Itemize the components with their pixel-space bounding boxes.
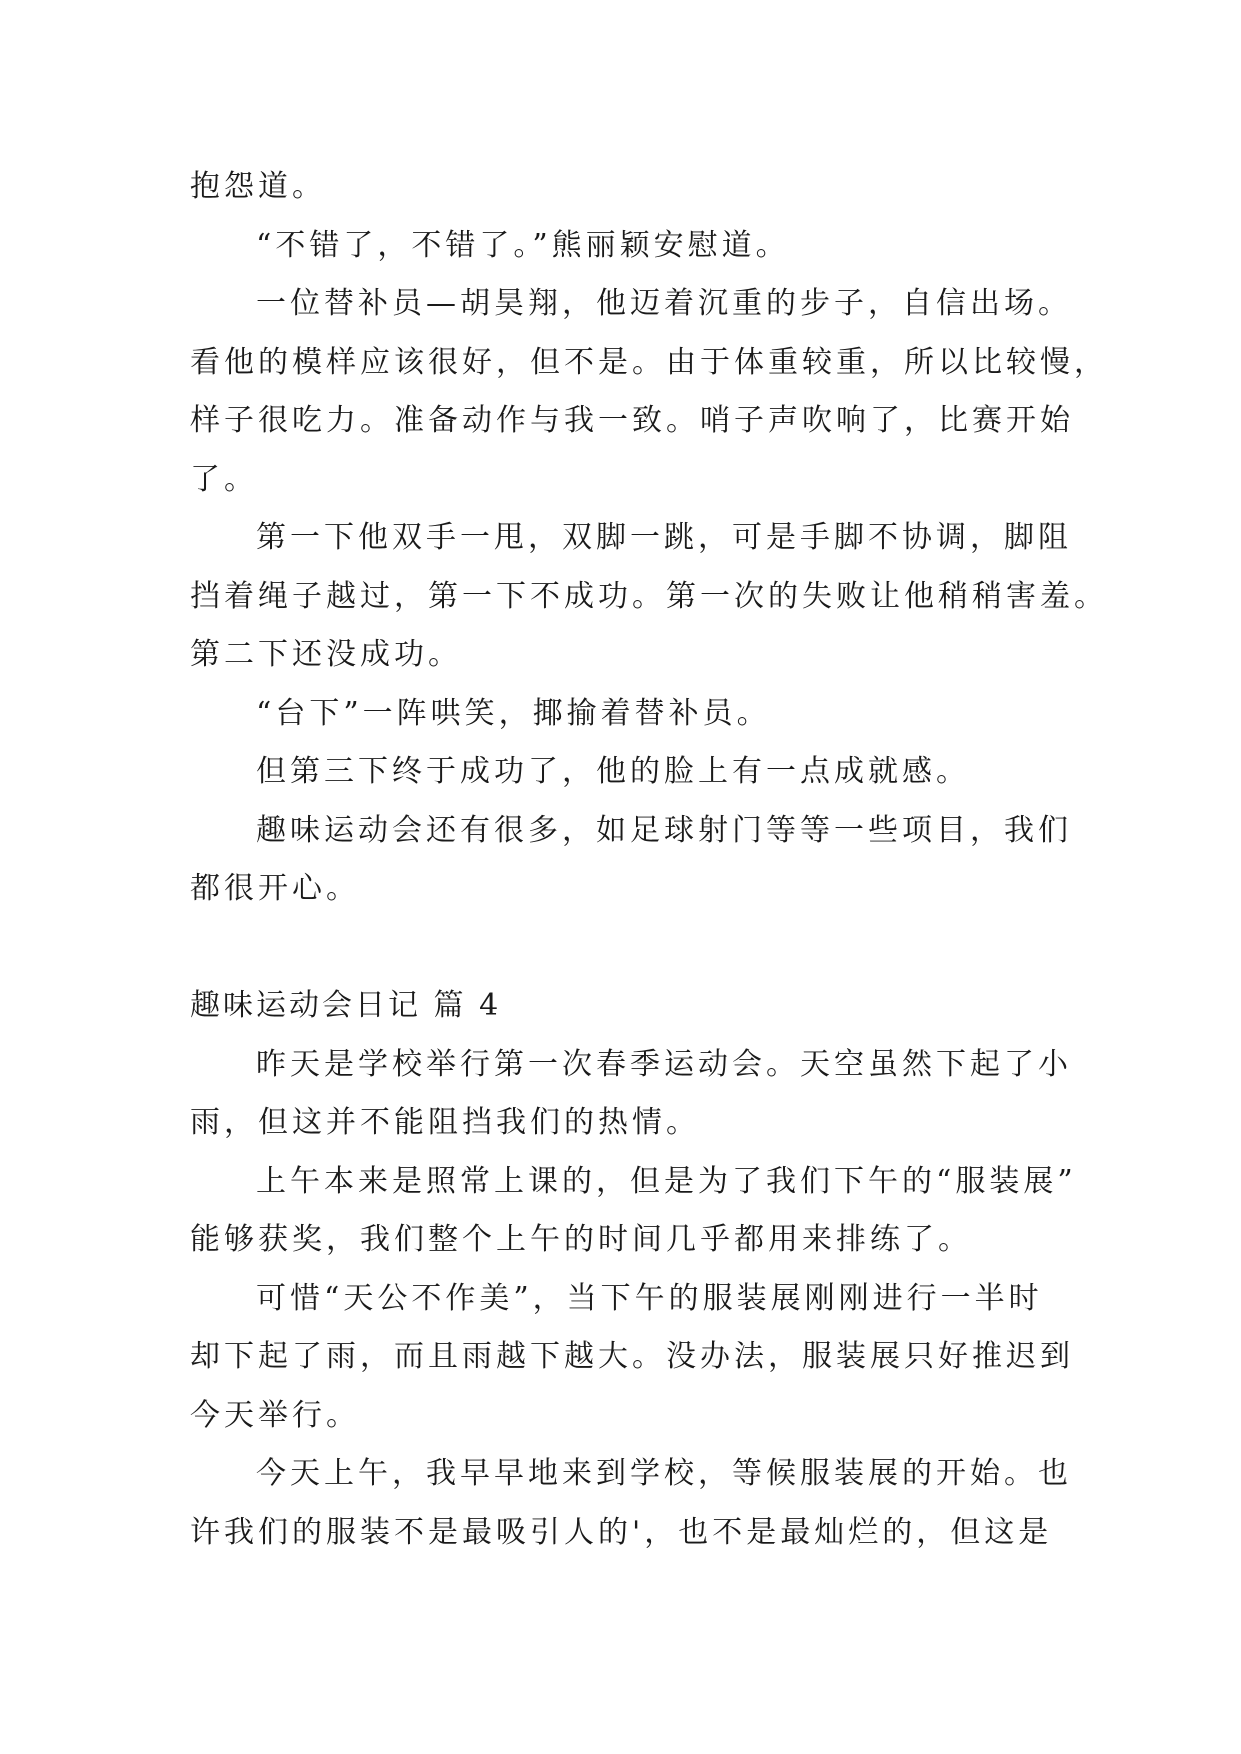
text-line: 可惜“天公不作美”，当下午的服装展刚刚进行一半时 bbox=[256, 1280, 1043, 1316]
text-line: 趣味运动会还有很多，如足球射门等等一些项目，我们 bbox=[256, 812, 1072, 848]
text-line: 能够获奖，我们整个上午的时间几乎都用来排练了。 bbox=[190, 1222, 972, 1257]
text-line: 今天上午，我早早地来到学校，等候服装展的开始。也 bbox=[256, 1456, 1072, 1491]
text-line: “台下”一阵哄笑，揶揄着替补员。 bbox=[256, 695, 771, 731]
text-line: 但第三下终于成功了，他的脸上有一点成就感。 bbox=[256, 754, 970, 789]
text-line: 抱怨道。 bbox=[190, 169, 326, 204]
text-line: 昨天是学校举行第一次春季运动会。天空虽然下起了小 bbox=[256, 1046, 1072, 1082]
document-body bbox=[190, 158, 1108, 1562]
text-line: 上午本来是照常上课的，但是为了我们下午的“服装展” bbox=[256, 1163, 1077, 1199]
text-line: “不错了，不错了。”熊丽颖安慰道。 bbox=[256, 227, 790, 263]
text-line: 看他的模样应该很好，但不是。由于体重较重，所以比较慢， bbox=[190, 344, 1108, 380]
text-line: 许我们的服装不是最吸引人的'，也不是最灿烂的，但这是 bbox=[190, 1514, 1053, 1550]
text-line: 第一下他双手一甩，双脚一跳，可是手脚不协调，脚阻 bbox=[256, 520, 1072, 555]
text-line: 第二下还没成功。 bbox=[190, 637, 462, 672]
section-gap bbox=[190, 919, 1070, 978]
section-heading: 趣味运动会日记 篇 4 bbox=[190, 988, 502, 1023]
text-line: 一位替补员—胡昊翔，他迈着沉重的步子，自信出场。 bbox=[256, 286, 1072, 321]
text-line: 都很开心。 bbox=[190, 871, 360, 906]
text-line: 了。 bbox=[190, 461, 258, 497]
text-line: 今天举行。 bbox=[190, 1397, 360, 1433]
text-line: 雨，但这并不能阻挡我们的热情。 bbox=[190, 1105, 700, 1140]
text-line: 挡着绳子越过，第一下不成功。第一次的失败让他稍稍害羞。 bbox=[190, 578, 1108, 614]
text-line: 样子很吃力。准备动作与我一致。哨子声吹响了，比赛开始 bbox=[190, 403, 1074, 438]
text-line: 却下起了雨，而且雨越下越大。没办法，服装展只好推迟到 bbox=[190, 1339, 1074, 1374]
